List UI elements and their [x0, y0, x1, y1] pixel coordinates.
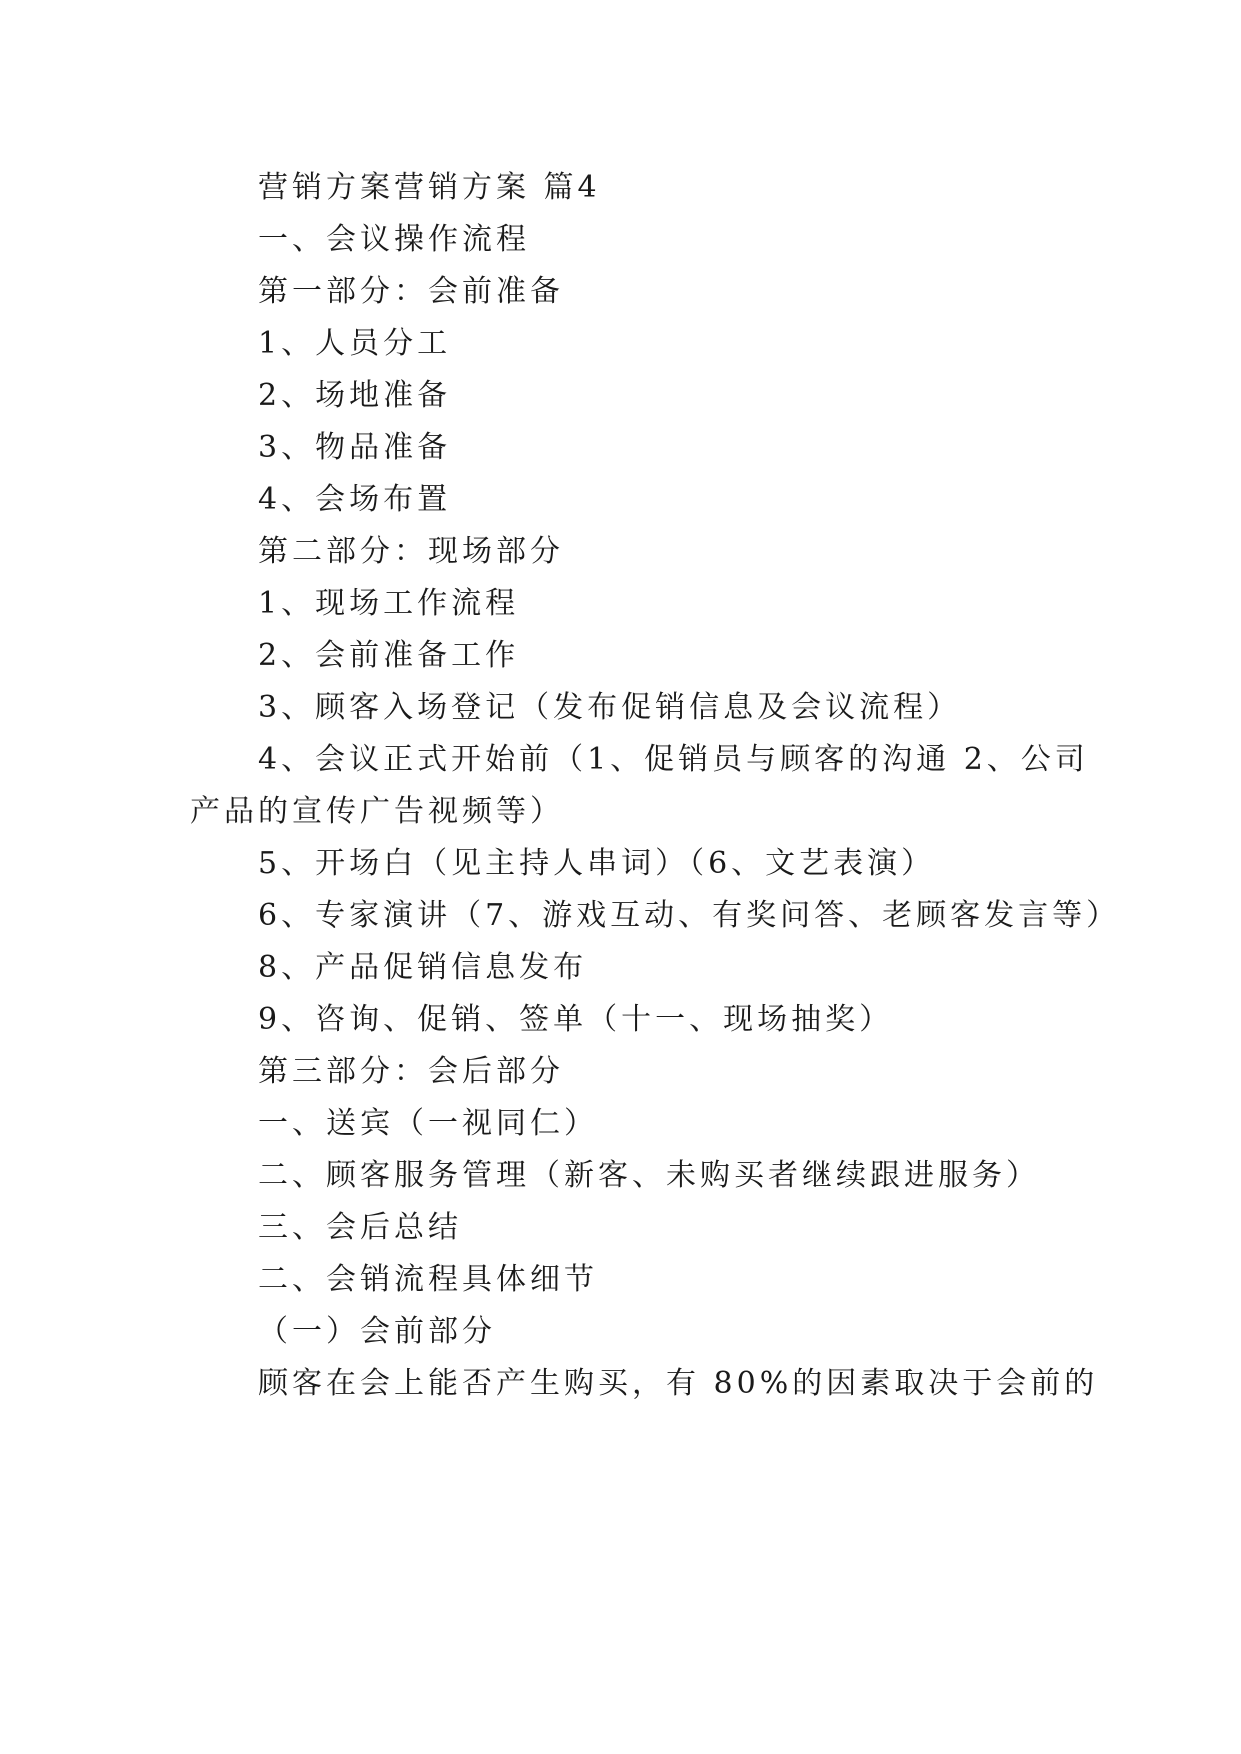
list-item: 三、会后总结: [258, 1210, 462, 1245]
list-item: 8、产品促销信息发布: [258, 950, 588, 985]
list-item: 3、顾客入场登记（发布促销信息及会议流程）: [258, 690, 962, 725]
list-item: 5、开场白（见主持人串词）（6、文艺表演）: [258, 846, 936, 881]
list-item: 2、会前准备工作: [258, 638, 520, 673]
section-heading-part-one: 第一部分：会前准备: [258, 274, 564, 309]
heading-sales-meeting-details: 二、会销流程具体细节: [258, 1262, 598, 1297]
list-item-continuation: 产品的宣传广告视频等）: [190, 794, 564, 829]
list-item: 4、会议正式开始前（1、促销员与顾客的沟通 2、公司: [258, 742, 1089, 777]
list-item: 3、物品准备: [258, 430, 452, 465]
list-item: 1、人员分工: [258, 326, 452, 361]
list-item: 二、顾客服务管理（新客、未购买者继续跟进服务）: [258, 1158, 1040, 1193]
document-title: 营销方案营销方案 篇4: [258, 170, 601, 205]
list-item: 9、咨询、促销、签单（十一、现场抽奖）: [258, 1002, 894, 1037]
list-item: 1、现场工作流程: [258, 586, 520, 621]
paragraph-text: 顾客在会上能否产生购买，有 80%的因素取决于会前的: [258, 1366, 1099, 1401]
section-heading-part-three: 第三部分：会后部分: [258, 1054, 564, 1089]
list-item: 6、专家演讲（7、游戏互动、有奖问答、老顾客发言等）: [258, 898, 1121, 933]
subheading-pre-meeting: （一）会前部分: [258, 1314, 496, 1349]
list-item: 4、会场布置: [258, 482, 452, 517]
heading-meeting-procedure: 一、会议操作流程: [258, 222, 530, 257]
section-heading-part-two: 第二部分：现场部分: [258, 534, 564, 569]
list-item: 一、送宾（一视同仁）: [258, 1106, 598, 1141]
list-item: 2、场地准备: [258, 378, 452, 413]
